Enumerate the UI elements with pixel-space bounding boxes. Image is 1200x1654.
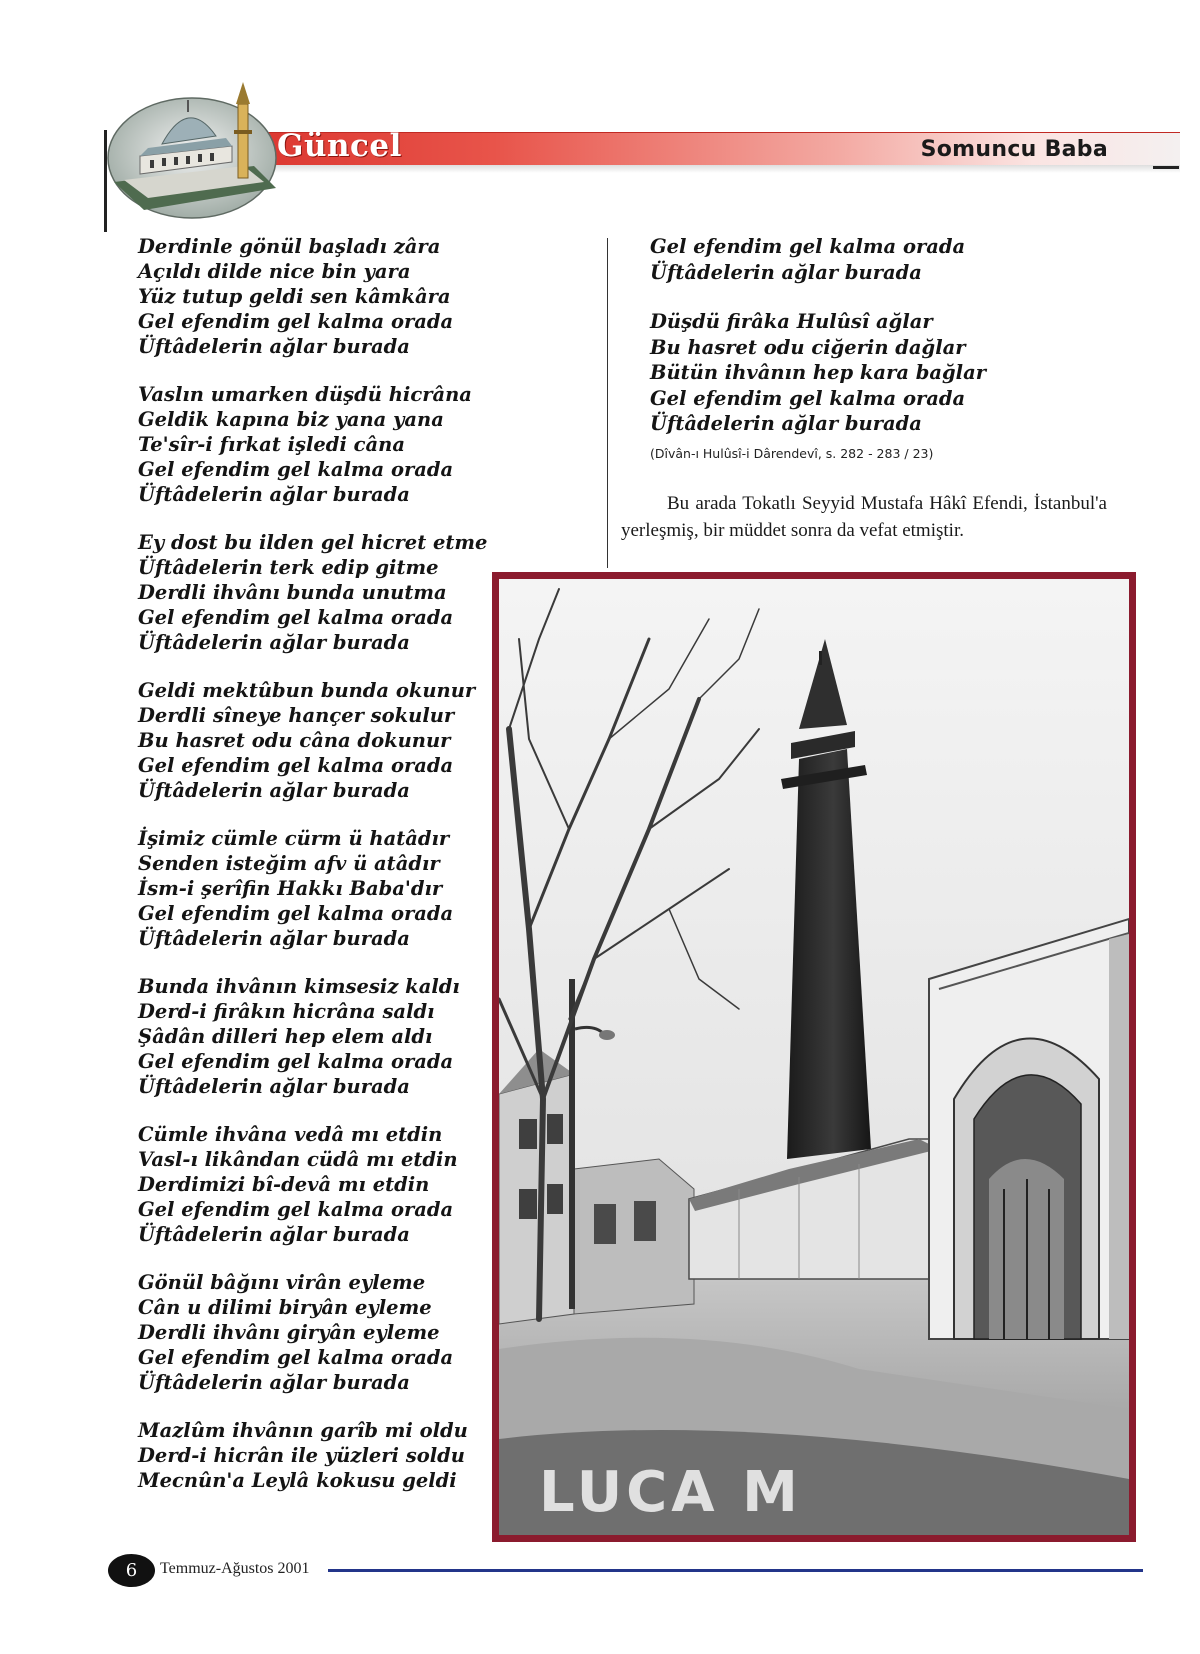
poem-line: Gel efendim gel kalma orada xyxy=(138,902,454,925)
poem-line: Üftâdelerin ağlar burada xyxy=(138,779,410,802)
poem-line: Derdimizi bî-devâ mı etdin xyxy=(138,1173,430,1196)
poem-left-column xyxy=(138,234,487,1516)
poem-line: Derdli sîneye hançer sokulur xyxy=(138,704,455,727)
poem-line: Cân u dilimi biryân eyleme xyxy=(138,1296,432,1319)
mosque-logo-icon xyxy=(104,70,290,220)
header-tick xyxy=(1153,166,1179,169)
poem-line: Bunda ihvânın kimsesiz kaldı xyxy=(138,975,460,998)
poem-line: Gel efendim gel kalma orada xyxy=(650,235,966,258)
poem-line: Bütün ihvânın hep kara bağlar xyxy=(650,361,986,384)
poem-stanza xyxy=(138,826,487,951)
poem-line: İsm-i şerîfin Hakkı Baba'dır xyxy=(138,877,443,900)
poem-line: Gel efendim gel kalma orada xyxy=(138,606,454,629)
poem-line: Gönül bâğını virân eyleme xyxy=(138,1271,426,1294)
poem-stanza xyxy=(138,382,487,507)
poem-right-column xyxy=(650,234,986,461)
poem-line: Derdinle gönül başladı zâra xyxy=(138,235,441,258)
poem-stanza xyxy=(138,1418,487,1493)
poem-line: Üftâdelerin ağlar burada xyxy=(650,260,922,284)
poem-line: Geldi mektûbun bunda okunur xyxy=(138,679,476,702)
poem-line: Derdli ihvânı bunda unutma xyxy=(138,581,447,604)
poem-line: Bu hasret odu ciğerin dağlar xyxy=(650,335,966,359)
poem-line: Açıldı dilde nice bin yara xyxy=(138,260,411,283)
page-number: 6 xyxy=(108,1554,155,1587)
poem-line: Üftâdelerin ağlar burada xyxy=(138,483,410,506)
column-divider xyxy=(607,238,608,568)
poem-line: Gel efendim gel kalma orada xyxy=(138,1346,454,1369)
poem-line: Mazlûm ihvânın garîb mi oldu xyxy=(138,1419,468,1442)
magazine-name: Somuncu Baba xyxy=(920,137,1108,162)
poem-line: İşimiz cümle cürm ü hatâdır xyxy=(138,827,450,850)
poem-line: Ey dost bu ilden gel hicret etme xyxy=(138,531,488,554)
poem-stanza xyxy=(138,1122,487,1247)
poem-line: Bu hasret odu câna dokunur xyxy=(138,729,451,752)
poem-line: Yüz tutup geldi sen kâmkâra xyxy=(138,285,451,308)
header-left-rule xyxy=(104,130,107,232)
poem-line: Düşdü firâka Hulûsî ağlar xyxy=(650,310,933,333)
poem-line: Üftâdelerin ağlar burada xyxy=(138,1223,410,1246)
poem-line: Üftâdelerin ağlar burada xyxy=(138,1371,410,1394)
poem-line: Derd-i hicrân ile yüzleri soldu xyxy=(138,1444,465,1467)
footer-rule xyxy=(328,1569,1143,1572)
poem-line: Üftâdelerin ağlar burada xyxy=(650,412,922,435)
poem-line: Derd-i firâkın hicrâna saldı xyxy=(138,1000,435,1023)
poem-line: Mecnûn'a Leylâ kokusu geldi xyxy=(138,1469,457,1492)
poem-line: Gel efendim gel kalma orada xyxy=(138,458,454,481)
poem-line: Geldik kapına biz yana yana xyxy=(138,408,444,431)
issue-date: Temmuz-Ağustos 2001 xyxy=(160,1560,310,1577)
photo-sign-text: LUCA M xyxy=(539,1460,802,1525)
prose-paragraph: Bu arada Tokatlı Seyyid Mustafa Hâkî Efendi, İstanbul'a yerleşmiş, bir müddet sonra da vefat etmiştir. xyxy=(621,493,1107,541)
poem-line: Üftâdelerin ağlar burada xyxy=(138,631,410,654)
poem-line: Gel efendim gel kalma orada xyxy=(138,1050,454,1073)
poem-line: Vaslın umarken düşdü hicrâna xyxy=(138,383,472,406)
poem-line: Derdli ihvânı giryân eyleme xyxy=(138,1321,440,1344)
poem-stanza xyxy=(138,234,487,359)
poem-line: Üftâdelerin ağlar burada xyxy=(138,1075,410,1098)
poem-line: Te'sîr-i fırkat işledi câna xyxy=(138,433,405,456)
poem-stanza xyxy=(138,974,487,1099)
photo-frame xyxy=(492,572,1136,1542)
poem-line: Gel efendim gel kalma orada xyxy=(138,310,454,333)
poem-stanza xyxy=(650,309,986,437)
poem-line: Vasl-ı likândan cüdâ mı etdin xyxy=(138,1148,458,1171)
section-title: Güncel xyxy=(277,128,402,164)
poem-line: Gel efendim gel kalma orada xyxy=(138,754,454,777)
poem-stanza xyxy=(138,530,487,655)
minaret-photo xyxy=(499,579,1129,1535)
poem-stanza xyxy=(650,234,986,285)
poem-line: Üftâdelerin ağlar burada xyxy=(138,335,410,358)
poem-citation: (Dîvân-ı Hulûsî-i Dârendevî, s. 282 - 283 / 23) xyxy=(650,446,934,461)
poem-line: Gel efendim gel kalma orada xyxy=(650,386,966,410)
poem-line: Üftâdelerin ağlar burada xyxy=(138,927,410,950)
poem-line: Şâdân dilleri hep elem aldı xyxy=(138,1025,433,1048)
poem-line: Gel efendim gel kalma orada xyxy=(138,1198,454,1221)
poem-stanza xyxy=(138,1270,487,1395)
poem-line: Cümle ihvâna vedâ mı etdin xyxy=(138,1123,443,1146)
poem-stanza xyxy=(138,678,487,803)
poem-line: Senden isteğim afv ü atâdır xyxy=(138,852,440,875)
poem-line: Üftâdelerin terk edip gitme xyxy=(138,556,439,579)
